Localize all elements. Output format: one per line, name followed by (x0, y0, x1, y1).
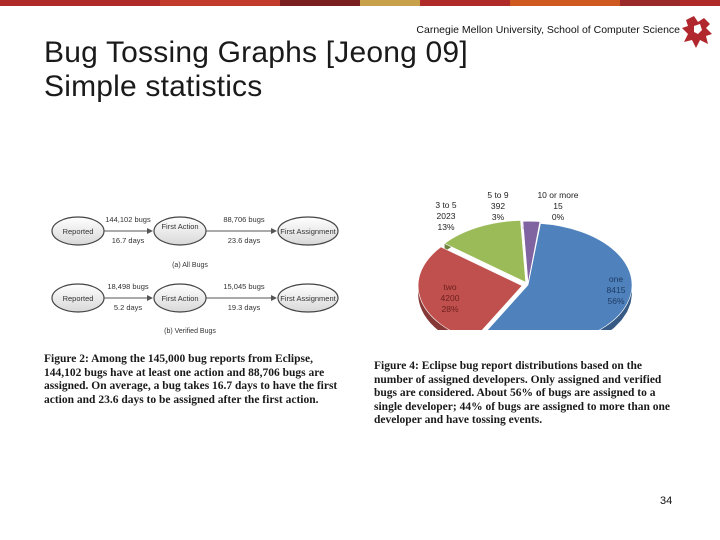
edge1-count: 144,102 bugs (105, 215, 151, 224)
pie-label-one-pct: 56% (607, 296, 625, 306)
node-first-assignment-verified-label: First Assignment (280, 294, 336, 303)
node-first-action-label (161, 222, 198, 231)
top-bar-segment (510, 0, 620, 6)
node-first-action-text: First Action (161, 222, 199, 231)
slide-title (44, 36, 468, 104)
edge2-days-verified: 19.3 days (227, 303, 261, 312)
diagram-all-bugs (52, 215, 338, 269)
pie-label-10-or-more-pct: 0% (551, 212, 565, 222)
top-color-bar (0, 0, 720, 6)
pie-label-one-name: one (608, 274, 624, 284)
top-bar-segment (360, 0, 420, 6)
node-reported-verified-label: Reported (62, 294, 94, 303)
pie-label-10-or-more-name: 10 or more (537, 190, 579, 200)
page-number: 34 (660, 495, 673, 507)
top-bar-segment (160, 0, 280, 6)
top-bar-segment (280, 0, 360, 6)
title-line-2: Simple statistics (44, 70, 263, 103)
title-line-1: Bug Tossing Graphs [Jeong 09] (44, 36, 468, 69)
pie-label-3-to-5-pct: 13% (437, 222, 455, 232)
edge1-days-verified: 5.2 days (113, 303, 143, 312)
top-bar-segment (620, 0, 680, 6)
node-reported-label: Reported (62, 227, 94, 236)
tossing-graph-figure (40, 200, 360, 360)
pie-label-two-count: 4200 (440, 293, 460, 303)
pie-label-5-to-9-count: 392 (490, 201, 506, 211)
edge2-count-verified: 15,045 bugs (223, 282, 265, 291)
pie-label-3-to-5-count: 2023 (436, 211, 456, 221)
figure2-caption-lead: Figure 2: (44, 353, 89, 365)
top-bar-segment (680, 0, 720, 6)
cmu-logo-icon (680, 12, 716, 52)
sublabel-all-bugs: (a) All Bugs (172, 262, 208, 269)
node-first-action-verified-label: First Action (161, 294, 199, 303)
figure4-caption-lead: Figure 4: (374, 360, 419, 372)
edge2-days: 23.6 days (227, 236, 261, 245)
figure4-caption-body: Eclipse bug report distributions based on the number of assigned developers. Only assigned and verified bugs are considered. About 56% of bugs are assigned to a single developer; 44% of bugs are assigned to more than one developer and have tossing events. (374, 360, 671, 427)
pie-label-10-or-more-count: 15 (553, 201, 563, 211)
edge1-count-verified: 18,498 bugs (107, 282, 149, 291)
edge1-days: 16.7 days (111, 236, 145, 245)
top-bar-segment (420, 0, 510, 6)
pie-label-5-to-9-name: 5 to 9 (487, 190, 509, 200)
sublabel-verified-bugs: (b) Verified Bugs (164, 328, 216, 335)
figure4-caption (374, 360, 680, 428)
pie-label-two-pct: 28% (441, 304, 459, 314)
top-bar-segment (0, 0, 160, 6)
assigned-developers-pie-chart (408, 190, 648, 330)
pie-label-3-to-5-name: 3 to 5 (435, 200, 457, 210)
pie-label-one-count: 8415 (606, 285, 626, 295)
node-first-assignment-label: First Assignment (280, 227, 336, 236)
edge2-count: 88,706 bugs (223, 215, 265, 224)
diagram-verified-bugs (52, 282, 338, 335)
figure2-caption-body: Among the 145,000 bug reports from Eclipse, 144,102 bugs have at least one action and 88,706 bugs are assigned. On average, a bug takes 16.7 days to have the first action and 23.6 days to be assigned after the first action. (44, 353, 338, 406)
pie-label-two-name: two (443, 282, 457, 292)
figure2-caption (44, 353, 350, 407)
pie-label-5-to-9-pct: 3% (491, 212, 505, 222)
header-caption: Carnegie Mellon University, School of Computer Science (416, 24, 680, 36)
